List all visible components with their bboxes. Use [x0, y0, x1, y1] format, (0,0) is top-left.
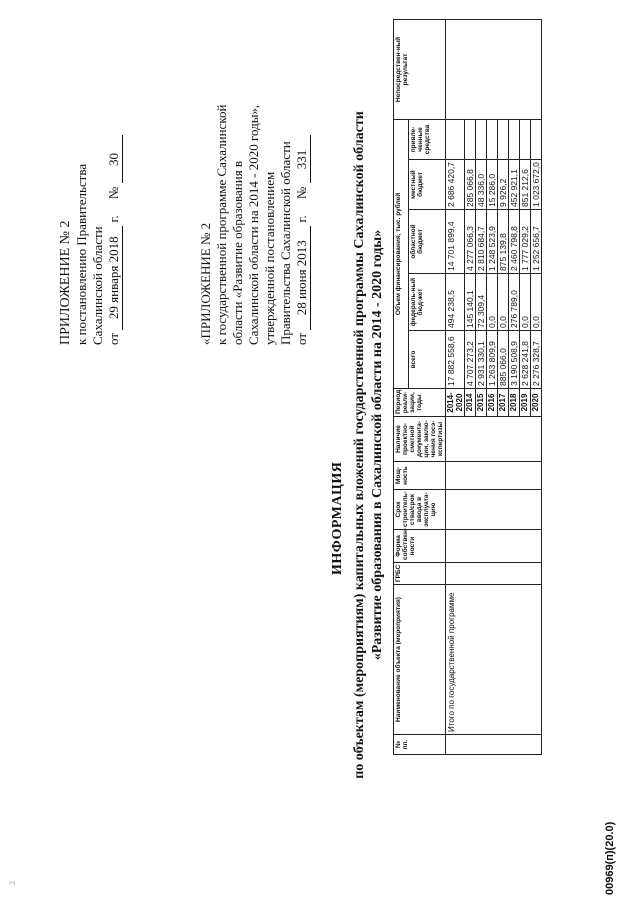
program-line-1: к государственной программе Сахалинской	[214, 104, 229, 345]
col-header-regional: областной бюджет	[409, 210, 446, 274]
appendix-title: ПРИЛОЖЕНИЕ № 2	[58, 220, 73, 345]
col-header-attracted: привле-ченные средства	[409, 119, 446, 159]
cell-local: 851 212,6	[520, 160, 531, 210]
cell-attracted	[465, 119, 476, 159]
number-value: 30	[106, 135, 123, 183]
cell-local: 9 926,2	[498, 160, 509, 210]
cell-year: 2017	[498, 389, 509, 417]
cell-federal: 0,0	[487, 274, 498, 331]
cell-federal: 276 789,0	[509, 274, 520, 331]
cell-total: 4 707 273,2	[465, 331, 476, 389]
date-prefix: от	[106, 332, 121, 345]
cell-attracted	[520, 119, 531, 159]
cell-regional: 14 701 899,4	[446, 210, 465, 274]
cell-federal: 0,0	[498, 274, 509, 331]
cell-attracted	[487, 119, 498, 159]
program-number-value: 331	[294, 135, 311, 183]
program-line-4: утвержденной постановлением	[262, 171, 277, 345]
col-header-local: местный бюджет	[409, 160, 446, 210]
cell-total: 2 276 328,7	[531, 331, 542, 389]
document-subtitle-2: «Развитие образования в Сахалинской области на 2014 - 2020 годы»	[370, 229, 385, 661]
cell-federal: 0,0	[520, 274, 531, 331]
cell-federal: 0,0	[531, 274, 542, 331]
cell-local: 452 921,1	[509, 160, 520, 210]
cell-year: 2020	[531, 389, 542, 417]
cell-regional: 2 460 798,8	[509, 210, 520, 274]
table-row	[446, 19, 465, 754]
col-header-total: всего	[409, 331, 446, 389]
program-date-line	[294, 105, 311, 345]
cell-regional: 4 277 066,3	[465, 210, 476, 274]
col-header-form: Форма собствен-ности	[394, 530, 446, 563]
cell-regional: 1 252 656,7	[531, 210, 542, 274]
cell-total: 885 066,0	[498, 331, 509, 389]
cell-power	[446, 462, 542, 490]
cell-local: 1 023 672,0	[531, 160, 542, 210]
cell-total: 2 628 241,8	[520, 331, 531, 389]
cell-federal: 145 140,1	[465, 274, 476, 331]
cell-total: 3 190 508,9	[509, 331, 520, 389]
col-header-no: № пп.	[394, 735, 446, 755]
col-header-name: Наименование объекта (мероприятия)	[394, 585, 446, 735]
col-header-finance: Объем финансирования, тыс. рублей	[394, 119, 409, 388]
appendix-date-line	[106, 135, 123, 345]
appendix-line-2: Сахалинской области	[90, 226, 105, 345]
cell-local: 48 336,0	[476, 160, 487, 210]
cell-term	[446, 490, 542, 530]
cell-attracted	[531, 119, 542, 159]
cell-total: 1 263 809,9	[487, 331, 498, 389]
page-mark: 2	[8, 881, 17, 885]
program-header	[198, 105, 311, 345]
number-prefix: №	[106, 186, 121, 200]
appendix-line-1: к постановлению Правительства	[74, 163, 89, 345]
program-number-prefix: №	[294, 186, 309, 200]
program-line-2: области «Развитие образования в	[230, 160, 245, 345]
document-code: 00969(п)(20.0)	[604, 821, 616, 895]
program-date-suffix: г.	[294, 215, 309, 223]
cell-regional: 875 139,8	[498, 210, 509, 274]
cell-year: 2018	[509, 389, 520, 417]
cell-result	[446, 19, 542, 119]
appendix-header	[58, 135, 123, 345]
cell-year: 2014-2020	[446, 389, 465, 417]
cell-local: 2 686 420,7	[446, 160, 465, 210]
cell-no	[446, 735, 542, 755]
col-header-federal: федераль-ный бюд-жет	[409, 274, 446, 331]
col-header-term: Срок строитель-ства/срок ввода в эксплуата-цию	[394, 490, 446, 530]
cell-attracted	[498, 119, 509, 159]
col-header-power: Мощ-ность	[394, 462, 446, 490]
document-subtitle-1: по объектам (мероприятиям) капитальных вложений государственной программы Сахалинской области	[352, 111, 367, 779]
cell-regional: 1 248 523,9	[487, 210, 498, 274]
document-title: ИНФОРМАЦИЯ	[330, 461, 345, 575]
cell-attracted	[476, 119, 487, 159]
cell-docs	[446, 417, 542, 462]
date-suffix: г.	[106, 215, 121, 223]
program-line-5: Правительства Сахалинской области	[278, 141, 293, 345]
cell-federal: 494 238,5	[446, 274, 465, 331]
cell-total: 17 882 558,6	[446, 331, 465, 389]
cell-grbs	[446, 563, 542, 585]
cell-local: 285 066,8	[465, 160, 476, 210]
table-header-row-1	[394, 19, 409, 754]
date-value: 29 января 2018	[106, 226, 123, 330]
cell-federal: 72 309,4	[476, 274, 487, 331]
cell-year: 2014	[465, 389, 476, 417]
program-date-prefix: от	[294, 332, 309, 345]
col-header-result: Непосредствен-ный результат	[394, 19, 446, 119]
program-date-value: 28 июня 2013	[294, 226, 311, 330]
cell-year: 2015	[476, 389, 487, 417]
cell-year: 2016	[487, 389, 498, 417]
cell-form	[446, 530, 542, 563]
program-appendix-title: «ПРИЛОЖЕНИЕ № 2	[198, 222, 213, 345]
col-header-period: Период реали-зации, годы	[394, 389, 446, 417]
col-header-docs: Наличие проектно-сметной документа-ции, заклю-чения госэ-кспертизы	[394, 417, 446, 462]
row-label: Итого по государственной программе	[446, 585, 542, 735]
cell-year: 2019	[520, 389, 531, 417]
cell-attracted	[509, 119, 520, 159]
program-line-3: Сахалинской области на 2014 - 2020 годы»,	[246, 104, 261, 345]
col-header-grbs: ГРБС	[394, 563, 446, 585]
cell-total: 2 931 330,1	[476, 331, 487, 389]
cell-attracted	[446, 119, 465, 159]
capital-investments-table	[393, 19, 542, 755]
cell-regional: 2 810 684,7	[476, 210, 487, 274]
cell-regional: 1 777 029,2	[520, 210, 531, 274]
cell-local: 15 286,0	[487, 160, 498, 210]
